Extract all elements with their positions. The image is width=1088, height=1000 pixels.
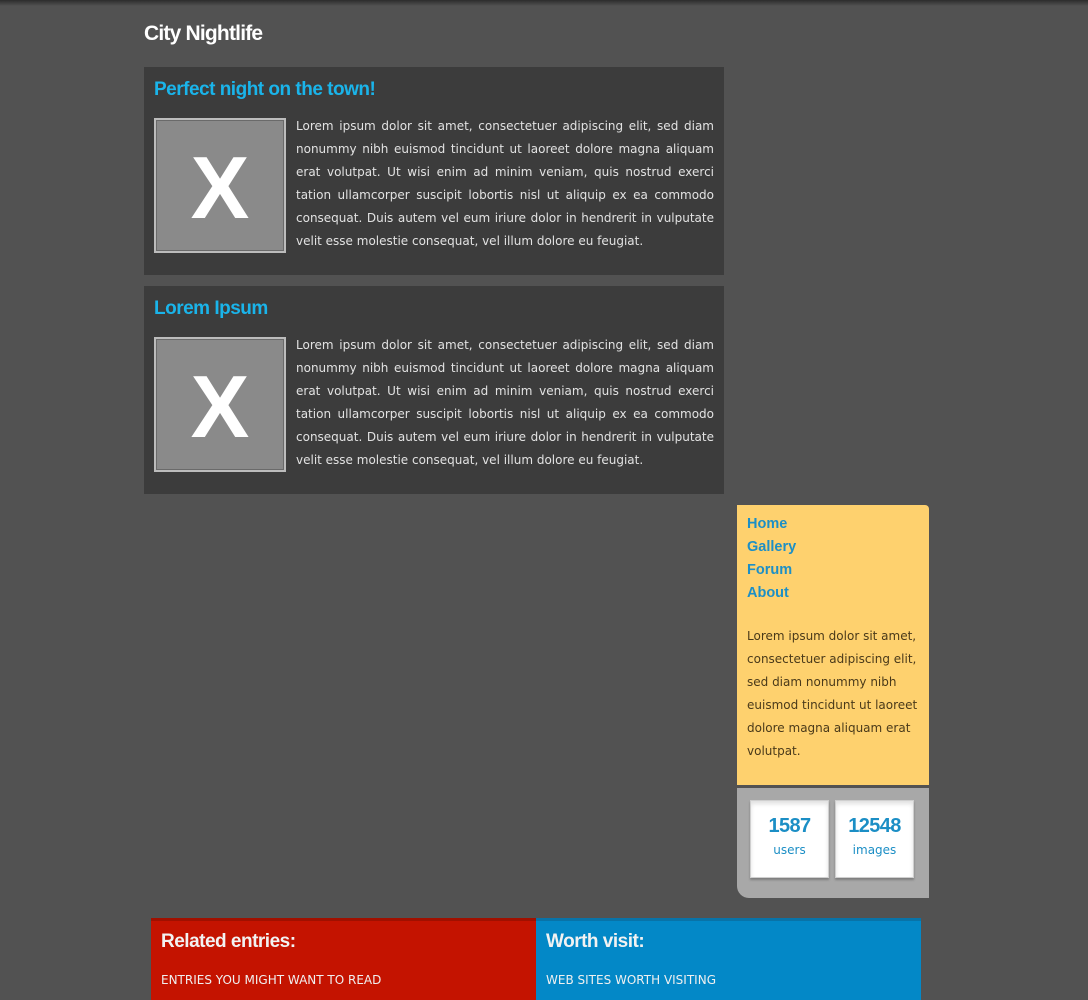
stat-value: 12548 [848, 815, 901, 837]
sidebar-nav [747, 513, 796, 605]
site-title: City Nightlife [144, 22, 263, 45]
stat-users [750, 800, 829, 878]
top-shadow [0, 0, 1088, 6]
stat-value: 1587 [768, 815, 811, 837]
post-body: Lorem ipsum dolor sit amet, consectetuer adipiscing elit, sed diam nonummy nibh euismod tincidunt ut laoreet dolore magna aliquam erat volutpat. Ut wisi enim ad minim veniam, quis nostrud exerci tation ullamcorper suscipit lobortis nisl ut aliquip ex ea commodo consequat. Duis autem vel eum iriure dolor in hendrerit in vulputate velit esse molestie consequat, vel illum dolore eu feugiat. [296, 338, 714, 467]
nav-link-forum[interactable]: Forum [747, 562, 793, 578]
stats-panel [737, 788, 929, 898]
sidebar-text: Lorem ipsum dolor sit amet, consectetuer adipiscing elit, sed diam nonummy nibh euismod tincidunt ut laoreet dolore magna aliquam erat volutpat. [747, 629, 918, 758]
worth-visit-box [536, 918, 921, 1000]
x-placeholder-icon: X [190, 137, 250, 237]
post-title[interactable]: Lorem Ipsum [154, 298, 268, 319]
post-thumbnail[interactable] [154, 337, 286, 472]
related-entries-title: Related entries: [161, 931, 296, 952]
stat-images [835, 800, 914, 878]
x-placeholder-icon: X [190, 356, 250, 456]
nav-link-home[interactable]: Home [747, 516, 788, 532]
worth-visit-subtitle: WEB SITES WORTH VISITING [546, 973, 716, 987]
related-entries-box [151, 918, 536, 1000]
post-thumbnail[interactable] [154, 118, 286, 253]
post-card [144, 286, 724, 494]
related-entries-subtitle: ENTRIES YOU MIGHT WANT TO READ [161, 973, 382, 987]
post-card [144, 67, 724, 275]
post-title[interactable]: Perfect night on the town! [154, 79, 376, 100]
nav-link-gallery[interactable]: Gallery [747, 539, 797, 555]
nav-link-about[interactable]: About [747, 585, 789, 601]
worth-visit-title: Worth visit: [546, 931, 645, 952]
sidebar [737, 505, 929, 785]
post-body: Lorem ipsum dolor sit amet, consectetuer adipiscing elit, sed diam nonummy nibh euismod tincidunt ut laoreet dolore magna aliquam erat volutpat. Ut wisi enim ad minim veniam, quis nostrud exerci tation ullamcorper suscipit lobortis nisl ut aliquip ex ea commodo consequat. Duis autem vel eum iriure dolor in hendrerit in vulputate velit esse molestie consequat, vel illum dolore eu feugiat. [296, 119, 714, 248]
stat-label: users [773, 843, 806, 857]
stat-label: images [852, 843, 897, 857]
